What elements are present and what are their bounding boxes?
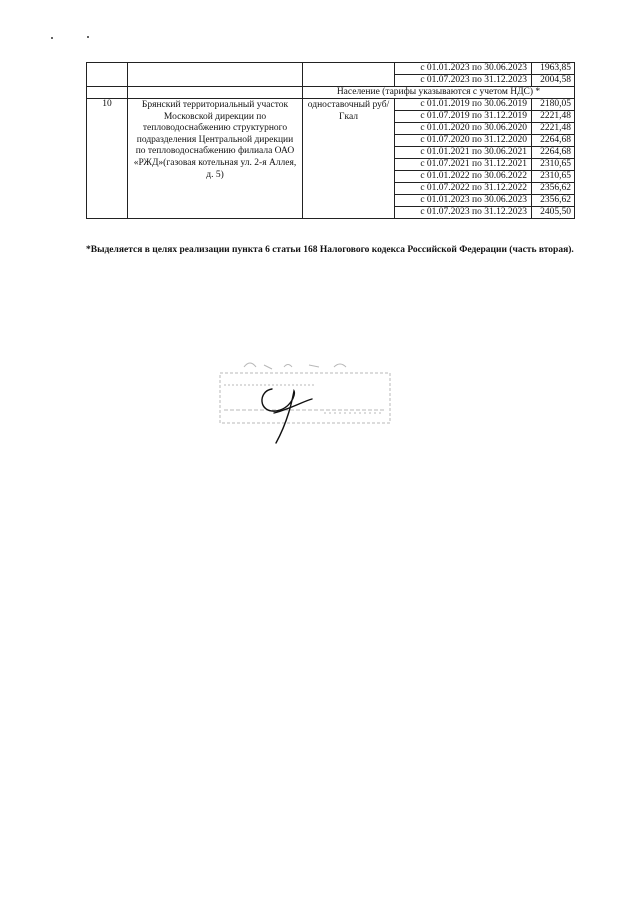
value-cell: 2221,48 bbox=[532, 123, 575, 135]
period-cell: с 01.01.2023 по 30.06.2023 bbox=[395, 195, 532, 207]
tariff-type-cell bbox=[303, 63, 395, 87]
value-cell: 2310,65 bbox=[532, 171, 575, 183]
period-cell: с 01.01.2023 по 30.06.2023 bbox=[395, 63, 532, 75]
period-cell: с 01.01.2019 по 30.06.2019 bbox=[395, 99, 532, 111]
value-cell: 2405,50 bbox=[532, 207, 575, 219]
footnote: *Выделяется в целях реализации пункта 6 статьи 168 Налогового кодекса Российской Федерации (часть вторая). bbox=[86, 245, 574, 255]
period-cell: с 01.07.2019 по 31.12.2019 bbox=[395, 111, 532, 123]
entry-number: 10 bbox=[87, 99, 128, 219]
value-cell: 2264,68 bbox=[532, 147, 575, 159]
value-cell: 2356,62 bbox=[532, 195, 575, 207]
number-cell bbox=[87, 87, 128, 99]
group-header: Население (тарифы указываются с учетом НДС) * bbox=[303, 87, 575, 99]
table-row bbox=[87, 63, 575, 75]
group-header-row bbox=[87, 87, 575, 99]
period-cell: с 01.01.2021 по 30.06.2021 bbox=[395, 147, 532, 159]
signature bbox=[262, 389, 312, 443]
scan-speck bbox=[51, 37, 53, 39]
period-cell: с 01.07.2023 по 31.12.2023 bbox=[395, 75, 532, 87]
organization-cell bbox=[128, 87, 303, 99]
value-cell: 2264,68 bbox=[532, 135, 575, 147]
period-cell: с 01.07.2023 по 31.12.2023 bbox=[395, 207, 532, 219]
value-cell: 2221,48 bbox=[532, 111, 575, 123]
organization-name: Брянский территориальный участок Московской дирекции по тепловодоснабжению структурного подразделения Центральной дирекции по тепловодоснабжению филиала ОАО «РЖД»(газовая котельная ул. 2-я Аллея, д. 5) bbox=[128, 99, 303, 219]
faded-stamp bbox=[220, 363, 390, 423]
organization-cell bbox=[128, 63, 303, 87]
number-cell bbox=[87, 63, 128, 87]
period-cell: с 01.07.2020 по 31.12.2020 bbox=[395, 135, 532, 147]
period-cell: с 01.01.2020 по 30.06.2020 bbox=[395, 123, 532, 135]
tariff-table-body bbox=[87, 63, 575, 219]
value-cell: 2310,65 bbox=[532, 159, 575, 171]
period-cell: с 01.01.2022 по 30.06.2022 bbox=[395, 171, 532, 183]
table-row bbox=[87, 99, 575, 111]
stamp-and-signature bbox=[214, 355, 399, 455]
tariff-table bbox=[86, 62, 575, 219]
value-cell: 1963,85 bbox=[532, 63, 575, 75]
value-cell: 2004,58 bbox=[532, 75, 575, 87]
scan-speck bbox=[87, 36, 89, 38]
tariff-type: одноставочный руб/Гкал bbox=[303, 99, 395, 219]
value-cell: 2180,05 bbox=[532, 99, 575, 111]
period-cell: с 01.07.2022 по 31.12.2022 bbox=[395, 183, 532, 195]
value-cell: 2356,62 bbox=[532, 183, 575, 195]
period-cell: с 01.07.2021 по 31.12.2021 bbox=[395, 159, 532, 171]
